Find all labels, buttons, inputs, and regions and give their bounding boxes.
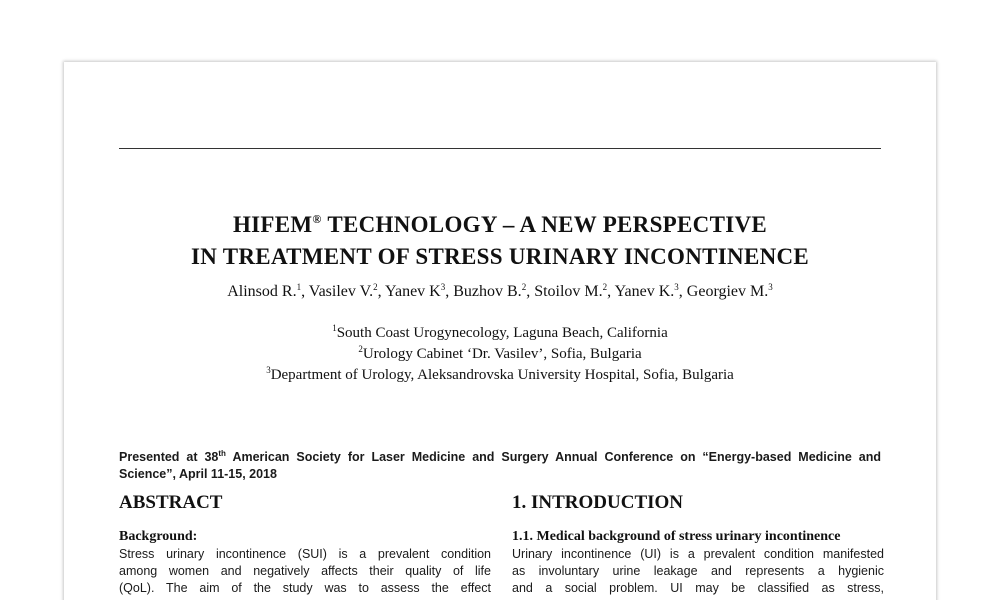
pdf-page: [64, 62, 936, 600]
introduction-body: [512, 546, 884, 597]
abstract-body: [119, 546, 491, 597]
paper-title-line-2: IN TREATMENT OF STRESS URINARY INCONTINENCE: [190, 244, 810, 269]
text-line: (QoL). The aim of the study was to assess the effect: [119, 581, 491, 595]
author: Yanev K.$^3$: [614, 282, 679, 300]
paper-title-line-1: HIFEM® TECHNOLOGY – A NEW PERSPECTIVE: [232, 212, 768, 237]
introduction-heading: 1. INTRODUCTION: [512, 492, 684, 513]
header-rule: [119, 148, 881, 149]
author: Buzhov B.$^2$: [453, 282, 527, 300]
text-line: Stress urinary incontinence (SUI) is a prevalent condition: [119, 547, 491, 561]
text-line: as involuntary urine leakage and represents a hygienic: [512, 564, 884, 578]
introduction-column: [512, 492, 884, 597]
abstract-column: [119, 492, 491, 597]
abstract-heading: ABSTRACT: [119, 492, 223, 513]
background-subheading: Background:: [119, 529, 198, 544]
affiliation-1: $^1$South Coast Urogynecology, Laguna Beach, California: [332, 323, 668, 341]
author: Stoilov M.$^2$: [534, 282, 608, 300]
conference-note: Presented at 38th American Society for Laser Medicine and Surgery Annual Conference on “Energy-based Medicine and Science”, April 11-15, 2018: [119, 449, 881, 481]
text-line: and a social problem. UI may be classified as stress,: [512, 581, 884, 595]
author: Yanev $K^3$: [385, 282, 446, 300]
author: Georgiev M.$^3$: [686, 282, 773, 300]
affiliation-3: $^3$Department of Urology, Aleksandrovska University Hospital, Sofia, Bulgaria: [266, 365, 734, 383]
author: Alinsod R.$^1$: [227, 282, 302, 300]
text-line: among women and negatively affects their quality of life: [119, 564, 491, 578]
author: Vasilev V.$^2$: [308, 282, 378, 300]
text-line: Urinary incontinence (UI) is a prevalent condition manifested: [512, 547, 884, 561]
affiliation-2: $^2$Urology Cabinet ‘Dr. Vasilev’, Sofia, Bulgaria: [358, 344, 642, 362]
medical-background-subheading: 1.1. Medical background of stress urinary incontinence: [512, 529, 841, 544]
author-list: Alinsod R.$^1$, Vasilev V.$^2$, Yanev $K^3$, Buzhov B.$^2$, Stoilov M.$^2$, Yanev K.$^3$, Georgiev M.$^3$: [227, 282, 773, 300]
